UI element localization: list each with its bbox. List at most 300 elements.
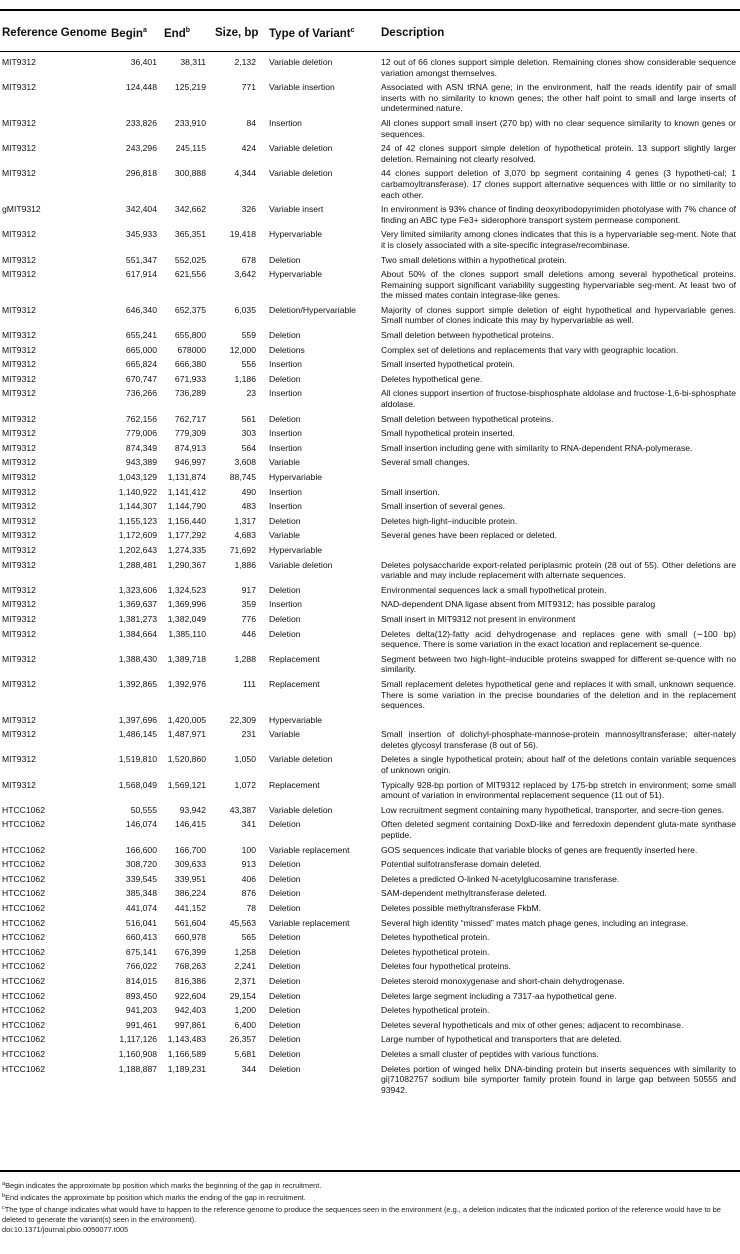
variant-type-cell: Deletion [269, 1019, 301, 1030]
table-row [0, 1049, 740, 1060]
header-reference-genome: Reference Genome [2, 27, 107, 39]
genome-cell: MIT9312 [2, 143, 36, 154]
description-cell: 24 of 42 clones support simple deletion of hypothetical protein. 13 support slightly larger deletion. Remaining not clearly resolved. [381, 143, 736, 164]
variant-type-cell: Hypervariable [269, 714, 323, 725]
genome-cell: HTCC1062 [2, 975, 45, 986]
size-cell: 326 [241, 204, 256, 215]
table-row [0, 82, 740, 114]
begin-cell: 941,203 [125, 1005, 157, 1016]
end-cell: 768,263 [174, 961, 206, 972]
end-cell: 874,913 [174, 442, 206, 453]
begin-cell: 646,340 [125, 304, 157, 315]
begin-cell: 893,450 [125, 990, 157, 1001]
genome-cell: HTCC1062 [2, 1048, 45, 1059]
table-row [0, 976, 740, 987]
variant-type-cell: Deletion [269, 990, 301, 1001]
variant-type-cell: Deletion [269, 946, 301, 957]
table-row [0, 57, 740, 78]
genome-cell: MIT9312 [2, 442, 36, 453]
begin-cell: 1,388,430 [118, 653, 157, 664]
size-cell: 556 [241, 359, 256, 370]
description-cell: Deletes a predicted O-linked N-acetylglucosamine transferase. [381, 873, 620, 884]
variant-type-cell: Hypervariable [269, 229, 323, 240]
genome-cell: HTCC1062 [2, 819, 45, 830]
description-cell: Large number of hypothetical and transporters that are deleted. [381, 1034, 622, 1045]
begin-cell: 551,347 [125, 254, 157, 265]
end-cell: 655,800 [174, 330, 206, 341]
description-cell [381, 715, 736, 726]
description-cell: 12 out of 66 clones support simple deletion. Remaining clones show considerable sequence variation amongst themselves. [381, 57, 736, 78]
description-cell: Deletes a small cluster of peptides with various functions. [381, 1048, 599, 1059]
end-cell: 676,399 [174, 946, 206, 957]
table-row [0, 345, 740, 356]
end-cell: 339,951 [174, 873, 206, 884]
end-cell: 1,166,589 [167, 1048, 206, 1059]
description-cell: Segment between two high-light–inducible proteins swapped for different se-quence with no similarity. [381, 653, 736, 675]
footnote-text: The type of change indicates what would have to happen to the reference genome to produce the sequences seen in the environment (e.g., a deletion indicates that the indicated portion of the reference would have to be deleted to generate the variant(s) seen in the environment). [2, 1205, 721, 1224]
table-header-rule [0, 51, 740, 52]
variant-type-cell: Deletion [269, 628, 301, 639]
size-cell: 483 [241, 501, 256, 512]
end-cell: 779,309 [174, 428, 206, 439]
genome-cell: HTCC1062 [2, 961, 45, 972]
size-cell: 344 [241, 1063, 256, 1074]
variant-type-cell: Deletion [269, 515, 301, 526]
genome-cell: MIT9312 [2, 229, 36, 240]
table-row [0, 715, 740, 726]
size-cell: 1,186 [234, 373, 256, 384]
variant-type-cell: Deletion [269, 613, 301, 624]
genome-cell: MIT9312 [2, 779, 36, 790]
variant-type-cell: Deletion [269, 330, 301, 341]
end-cell: 1,177,292 [167, 530, 206, 541]
table-row [0, 428, 740, 439]
table-row [0, 679, 740, 711]
variant-type-cell: Replacement [269, 779, 320, 790]
size-cell: 771 [241, 82, 256, 93]
genome-cell: gMIT9312 [2, 204, 41, 215]
table-row [0, 599, 740, 610]
size-cell: 6,035 [234, 304, 256, 315]
end-cell: 1,369,996 [167, 599, 206, 610]
variant-type-cell: Insertion [269, 359, 302, 370]
begin-cell: 1,117,126 [119, 1034, 157, 1045]
table-header [0, 27, 740, 45]
end-cell: 1,144,790 [167, 501, 206, 512]
table-row [0, 819, 740, 840]
begin-cell: 736,266 [125, 388, 157, 399]
begin-cell: 124,448 [125, 82, 157, 93]
variant-type-cell: Deletion [269, 373, 301, 384]
table-row [0, 359, 740, 370]
description-cell: Deletes four hypothetical proteins. [381, 961, 511, 972]
table-row [0, 991, 740, 1002]
description-cell: Majority of clones support simple deletion of eight hypothetical and hypervariable genes. Small number of clones indicate this may by hypervariable as well. [381, 304, 736, 326]
end-cell: 1,520,860 [167, 754, 206, 765]
size-cell: 1,317 [234, 515, 256, 526]
description-cell: Deletes portion of winged helix DNA-binding protein but inserts sequences with similarity to gi|71082757 sodium bile symporter family protein found in large gap between 50555 and 93942. [381, 1063, 736, 1095]
genome-cell: MIT9312 [2, 82, 36, 93]
table-row [0, 1034, 740, 1045]
genome-cell: MIT9312 [2, 330, 36, 341]
begin-cell: 665,000 [125, 344, 157, 355]
description-cell: Deletes hypothetical protein. [381, 932, 490, 943]
begin-cell: 670,747 [125, 373, 157, 384]
table-row [0, 585, 740, 596]
begin-cell: 1,384,664 [118, 628, 157, 639]
size-cell: 406 [241, 873, 256, 884]
table-footnotes [2, 1179, 736, 1235]
table-row [0, 487, 740, 498]
genome-cell: HTCC1062 [2, 1034, 45, 1045]
genome-cell: MIT9312 [2, 269, 36, 280]
size-cell: 1,258 [234, 946, 256, 957]
size-cell: 359 [241, 599, 256, 610]
begin-cell: 675,141 [125, 946, 157, 957]
footnote [2, 1191, 736, 1203]
size-cell: 3,642 [234, 269, 256, 280]
begin-cell: 166,600 [125, 844, 157, 855]
size-cell: 71,692 [229, 544, 256, 555]
genome-cell: HTCC1062 [2, 946, 45, 957]
end-cell: 125,219 [174, 82, 206, 93]
begin-cell: 766,022 [125, 961, 157, 972]
table-row [0, 888, 740, 899]
begin-cell: 516,041 [125, 917, 157, 928]
begin-cell: 1,486,145 [118, 729, 157, 740]
size-cell: 424 [241, 143, 256, 154]
description-cell: GOS sequences indicate that variable blocks of genes are frequently inserted here. [381, 844, 698, 855]
description-cell: Deletes several hypotheticals and mix of other genes; adjacent to recombinase. [381, 1019, 684, 1030]
genome-cell: MIT9312 [2, 729, 36, 740]
begin-cell: 665,824 [125, 359, 157, 370]
end-cell: 1,324,523 [167, 584, 206, 595]
end-cell: 1,569,121 [167, 779, 206, 790]
genome-cell: MIT9312 [2, 653, 36, 664]
footnote-text: End indicates the approximate bp position which marks the ending of the gap in recruitment. [5, 1193, 306, 1202]
begin-cell: 762,156 [125, 413, 157, 424]
description-cell: Deletes large segment including a 7317-aa hypothetical gene. [381, 990, 617, 1001]
genome-cell: MIT9312 [2, 304, 36, 315]
table-row [0, 530, 740, 541]
begin-cell: 991,461 [125, 1019, 157, 1030]
header-type-footnote-mark: c [350, 27, 355, 34]
end-cell: 1,141,412 [167, 486, 206, 497]
description-cell: Complex set of deletions and replacements that vary with geographic location. [381, 344, 679, 355]
genome-cell: MIT9312 [2, 457, 36, 468]
table-row [0, 374, 740, 385]
variant-type-cell: Variable deletion [269, 559, 333, 570]
size-cell: 26,357 [229, 1034, 256, 1045]
begin-cell: 1,323,606 [118, 584, 157, 595]
size-cell: 111 [242, 678, 256, 689]
table-row [0, 168, 740, 200]
variant-type-cell: Variable deletion [269, 57, 333, 67]
begin-cell: 1,202,643 [118, 544, 157, 555]
genome-cell: MIT9312 [2, 599, 36, 610]
genome-cell: MIT9312 [2, 254, 36, 265]
description-cell: Deletes hypothetical protein. [381, 946, 490, 957]
table-row [0, 388, 740, 409]
end-cell: 166,700 [174, 844, 206, 855]
begin-cell: 233,826 [125, 117, 157, 128]
variant-type-cell: Variable deletion [269, 754, 333, 765]
begin-cell: 1,381,273 [118, 613, 157, 624]
table-row [0, 330, 740, 341]
size-cell: 19,418 [229, 229, 256, 240]
end-cell: 942,403 [174, 1005, 206, 1016]
table-row [0, 874, 740, 885]
variant-type-cell: Replacement [269, 678, 320, 689]
genome-cell: MIT9312 [2, 428, 36, 439]
size-cell: 565 [241, 932, 256, 943]
end-cell: 922,604 [174, 990, 206, 1001]
table-row [0, 805, 740, 816]
footnote [2, 1203, 736, 1225]
size-cell: 5,681 [234, 1048, 256, 1059]
end-cell: 1,143,483 [167, 1034, 206, 1045]
table-row [0, 614, 740, 625]
begin-cell: 308,720 [125, 859, 157, 870]
genome-cell: HTCC1062 [2, 990, 45, 1001]
variant-type-cell: Deletion/Hypervariable [269, 304, 356, 315]
genome-cell: HTCC1062 [2, 1005, 45, 1016]
begin-cell: 1,188,887 [118, 1063, 157, 1074]
genome-cell: MIT9312 [2, 57, 36, 67]
size-cell: 678 [241, 254, 256, 265]
table-top-rule [0, 9, 740, 11]
variant-type-cell: Deletion [269, 932, 301, 943]
variant-type-cell: Deletion [269, 888, 301, 899]
size-cell: 1,050 [234, 754, 256, 765]
begin-cell: 1,397,696 [118, 714, 157, 725]
size-cell: 490 [241, 486, 256, 497]
footnote-text: Begin indicates the approximate bp position which marks the beginning of the gap in recruitment. [5, 1181, 322, 1190]
begin-cell: 617,914 [125, 269, 157, 280]
genome-cell: HTCC1062 [2, 873, 45, 884]
end-cell: 1,290,367 [167, 559, 206, 570]
begin-cell: 50,555 [130, 804, 157, 815]
description-cell: Small insert in MIT9312 not present in environment [381, 613, 576, 624]
begin-cell: 1,519,810 [118, 754, 157, 765]
size-cell: 913 [241, 859, 256, 870]
variant-type-cell: Variable [269, 729, 300, 740]
description-cell: Deletes hypothetical protein. [381, 1005, 490, 1016]
description-cell: Deletes a single hypothetical protein; about half of the deletions contain variable sequences of unknown origin. [381, 754, 736, 776]
end-cell: 245,115 [175, 143, 206, 154]
variant-type-cell: Variable deletion [269, 168, 333, 179]
genome-cell: HTCC1062 [2, 844, 45, 855]
variant-type-cell: Deletions [269, 344, 305, 355]
begin-cell: 1,369,637 [118, 599, 157, 610]
genome-cell: MIT9312 [2, 501, 36, 512]
end-cell: 652,375 [174, 304, 206, 315]
variant-type-cell: Deletion [269, 1034, 301, 1045]
end-cell: 1,385,110 [168, 628, 206, 639]
footnote [2, 1179, 736, 1191]
begin-cell: 943,389 [125, 457, 157, 468]
variant-type-cell: Deletion [269, 961, 301, 972]
table-row [0, 780, 740, 801]
header-end-footnote-mark: b [185, 27, 191, 34]
end-cell: 946,997 [174, 457, 206, 468]
table-row [0, 269, 740, 301]
description-cell: Small insertion of several genes. [381, 501, 506, 512]
variant-type-cell: Deletion [269, 1005, 301, 1016]
end-cell: 38,311 [180, 57, 206, 67]
description-cell: Deletes polysaccharide export-related periplasmic protein (28 out of 55). Other deletions are variable and may include replacement with alternate sequences. [381, 559, 736, 581]
table-row [0, 443, 740, 454]
begin-cell: 1,140,922 [118, 486, 157, 497]
size-cell: 100 [241, 844, 256, 855]
variant-type-cell: Deletion [269, 413, 301, 424]
description-cell: All clones support insertion of fructose-bisphosphate aldolase and fructose-1,6-bi-sphosphate aldolase. [381, 388, 736, 410]
end-cell: 386,224 [174, 888, 206, 899]
genome-cell: HTCC1062 [2, 1019, 45, 1030]
table-row [0, 545, 740, 556]
variant-type-cell: Hypervariable [269, 269, 323, 280]
footnote-mark: c [2, 1205, 5, 1211]
end-cell: 816,386 [174, 975, 206, 986]
size-cell: 1,072 [234, 779, 256, 790]
variant-type-cell: Hypervariable [269, 472, 323, 482]
table-row [0, 1020, 740, 1031]
size-cell: 1,200 [234, 1005, 256, 1016]
end-cell: 342,662 [174, 204, 206, 215]
description-cell: Deletes possible methyltransferase FkbM. [381, 903, 542, 913]
size-cell: 29,154 [229, 990, 256, 1001]
genome-cell: HTCC1062 [2, 932, 45, 943]
end-cell: 1,382,049 [167, 613, 206, 624]
begin-cell: 345,933 [125, 229, 157, 240]
size-cell: 776 [241, 613, 256, 624]
table-body [0, 57, 740, 1099]
header-begin: Begin$^a$ [111, 27, 147, 40]
begin-cell: 1,288,481 [118, 559, 157, 570]
genome-cell: MIT9312 [2, 117, 36, 128]
description-cell: Deletes delta(12)-fatty acid dehydrogenase and replaces gene with small (∼100 bp) sequence. There is some variation in the exact location and replacement se-quence. [381, 628, 736, 650]
description-cell: Small hypothetical protein inserted. [381, 428, 515, 439]
begin-cell: 1,392,865 [118, 678, 157, 689]
description-cell: Several high identity “missed” mates match phage genes, including an integrase. [381, 917, 689, 928]
genome-cell: MIT9312 [2, 613, 36, 624]
description-cell: Deletes high-light–inducible protein. [381, 515, 518, 526]
end-cell: 1,420,005 [167, 714, 206, 725]
size-cell: 341 [241, 819, 256, 830]
table-row [0, 229, 740, 250]
genome-cell: HTCC1062 [2, 903, 45, 913]
variant-type-cell: Insertion [269, 117, 302, 128]
size-cell: 564 [241, 442, 256, 453]
table-row [0, 560, 740, 581]
size-cell: 2,132 [234, 57, 256, 67]
end-cell: 1,487,971 [167, 729, 206, 740]
description-cell: Small replacement deletes hypothetical gene and replaces it with small, unknown sequence. There is some variation in the precise boundaries of the deletion and in the replacement sequences. [381, 678, 736, 711]
begin-cell: 779,006 [125, 428, 157, 439]
size-cell: 88,745 [229, 472, 256, 482]
table-row [0, 305, 740, 326]
size-cell: 78 [246, 903, 256, 913]
size-cell: 22,309 [229, 714, 256, 725]
genome-cell: HTCC1062 [2, 1063, 45, 1074]
table-row [0, 457, 740, 468]
description-cell: Small deletion between hypothetical proteins. [381, 413, 554, 424]
table-row [0, 918, 740, 929]
variant-type-cell: Hypervariable [269, 544, 323, 555]
end-cell: 146,415 [174, 819, 206, 830]
end-cell: 93,942 [179, 804, 206, 815]
genome-cell: MIT9312 [2, 486, 36, 497]
table-row [0, 961, 740, 972]
description-cell [381, 545, 736, 556]
end-cell: 736,289 [174, 388, 206, 399]
genome-cell: MIT9312 [2, 714, 36, 725]
variant-type-cell: Insertion [269, 428, 302, 439]
description-cell: Small insertion including gene with similarity to RNA-dependent RNA-polymerase. [381, 442, 693, 453]
genome-cell: MIT9312 [2, 530, 36, 541]
size-cell: 1,886 [234, 559, 256, 570]
begin-cell: 296,818 [125, 168, 157, 179]
end-cell: 671,933 [174, 373, 206, 384]
end-cell: 309,633 [174, 859, 206, 870]
size-cell: 559 [241, 330, 256, 341]
description-cell: Deletes hypothetical gene. [381, 373, 483, 384]
variant-type-cell: Variable insert [269, 204, 324, 215]
end-cell: 233,910 [174, 117, 206, 128]
description-cell: Two small deletions within a hypothetical protein. [381, 254, 567, 265]
begin-cell: 660,413 [125, 932, 157, 943]
genome-cell: HTCC1062 [2, 917, 45, 928]
description-cell: Small deletion between hypothetical proteins. [381, 330, 554, 341]
end-cell: 660,978 [174, 932, 206, 943]
variant-type-cell: Deletion [269, 584, 301, 595]
end-cell: 997,861 [174, 1019, 206, 1030]
header-end: End$^b$ [164, 27, 191, 40]
variant-type-cell: Deletion [269, 903, 301, 913]
size-cell: 303 [241, 428, 256, 439]
table-row [0, 516, 740, 527]
doi-reference: doi:10.1371/journal.pbio.0050077.t005 [2, 1225, 129, 1234]
variant-type-cell: Variable deletion [269, 143, 333, 154]
genome-cell: MIT9312 [2, 472, 36, 482]
variant-type-cell: Deletion [269, 254, 301, 265]
header-begin-footnote-mark: a [142, 27, 147, 34]
size-cell: 45,563 [229, 917, 256, 928]
table-row [0, 118, 740, 139]
size-cell: 6,400 [234, 1019, 256, 1030]
table-row [0, 932, 740, 943]
description-cell: Associated with ASN tRNA gene; in the environment, half the reads identify pair of small inserts with no similarity to known genes; the other half point to small and large inserts of undetermined nature. [381, 82, 736, 114]
variant-type-cell: Variable insertion [269, 82, 335, 93]
size-cell: 43,387 [229, 804, 256, 815]
variant-type-cell: Deletion [269, 859, 301, 870]
table-row [0, 629, 740, 650]
end-cell: 1,392,976 [167, 678, 206, 689]
header-size: Size, bp [215, 27, 259, 39]
genome-cell: MIT9312 [2, 754, 36, 765]
table-row [0, 255, 740, 266]
description-cell: Several genes have been replaced or deleted. [381, 530, 557, 541]
genome-cell: MIT9312 [2, 413, 36, 424]
description-cell: 44 clones support deletion of 3,070 bp segment containing 4 genes (3 hypotheti-cal; 1 carbamoyltransferase). 17 clones support alternative sequences with little or no similarity to each other. [381, 168, 736, 200]
end-cell: 441,152 [174, 903, 206, 913]
description-cell: SAM-dependent methyltransferase deleted. [381, 888, 547, 899]
size-cell: 1,288 [234, 653, 256, 664]
table-row [0, 654, 740, 675]
table-row [0, 414, 740, 425]
end-cell: 1,189,231 [167, 1063, 206, 1074]
size-cell: 4,344 [234, 168, 256, 179]
